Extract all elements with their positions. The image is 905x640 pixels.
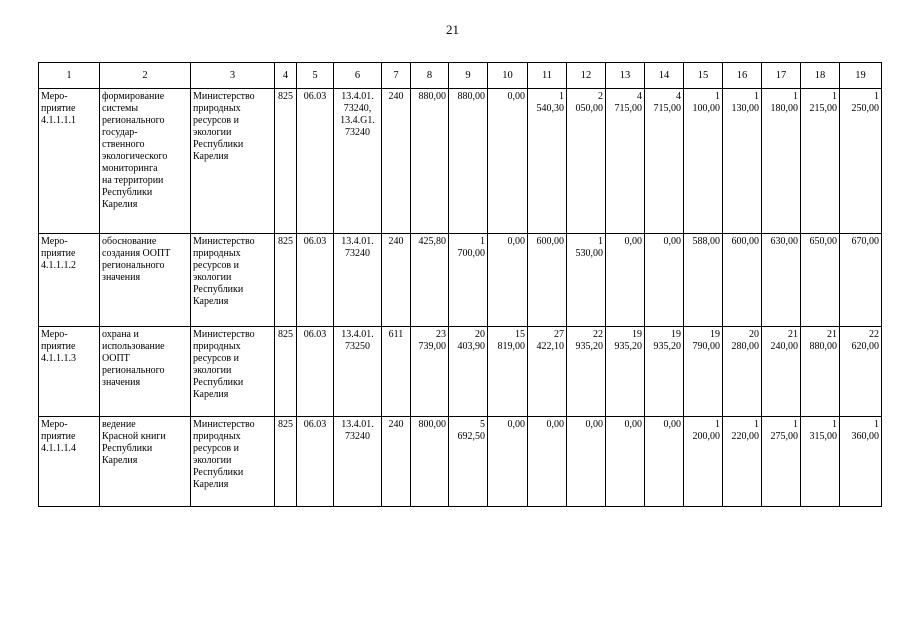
column-header: 11: [528, 63, 567, 89]
value-cell: 5 692,50: [449, 417, 488, 507]
column-header: 18: [801, 63, 840, 89]
value-cell: 1 220,00: [723, 417, 762, 507]
value-cell: 588,00: [684, 234, 723, 327]
measure-cell: Меро- приятие 4.1.1.1.4: [39, 417, 100, 507]
value-cell: 1 130,00: [723, 89, 762, 234]
value-cell: 19 935,20: [606, 327, 645, 417]
value-cell: 630,00: [762, 234, 801, 327]
value-cell: 880,00: [411, 89, 449, 234]
column-header: 17: [762, 63, 801, 89]
value-cell: 22 935,20: [567, 327, 606, 417]
value-cell: 21 240,00: [762, 327, 801, 417]
value-cell: 600,00: [723, 234, 762, 327]
column-header: 5: [297, 63, 334, 89]
measure-name-cell: обоснование создания ООПТ регионального значения: [100, 234, 191, 327]
value-cell: 650,00: [801, 234, 840, 327]
table-row: [39, 234, 882, 327]
code-cell: 825: [275, 234, 297, 327]
column-header: 19: [840, 63, 882, 89]
value-cell: 0,00: [528, 417, 567, 507]
executor-cell: Министерство природных ресурсов и экологии Республики Карелия: [191, 327, 275, 417]
executor-cell: Министерство природных ресурсов и экологии Республики Карелия: [191, 417, 275, 507]
value-cell: 800,00: [411, 417, 449, 507]
code-cell: 825: [275, 327, 297, 417]
measure-cell: Меро- приятие 4.1.1.1.3: [39, 327, 100, 417]
value-cell: 1 700,00: [449, 234, 488, 327]
measure-name-cell: формирование системы регионального государ- ственного экологического мониторинга на территории Республики Карелия: [100, 89, 191, 234]
value-cell: 4 715,00: [606, 89, 645, 234]
column-header: 8: [411, 63, 449, 89]
value-cell: 2 050,00: [567, 89, 606, 234]
value-cell: 1 530,00: [567, 234, 606, 327]
value-cell: 0,00: [488, 417, 528, 507]
value-cell: 15 819,00: [488, 327, 528, 417]
value-cell: 1 200,00: [684, 417, 723, 507]
executor-cell: Министерство природных ресурсов и экологии Республики Карелия: [191, 89, 275, 234]
program-table: [38, 62, 882, 507]
value-cell: 22 620,00: [840, 327, 882, 417]
value-cell: 670,00: [840, 234, 882, 327]
column-header: 13: [606, 63, 645, 89]
measure-name-cell: ведение Красной книги Республики Карелия: [100, 417, 191, 507]
value-cell: 27 422,10: [528, 327, 567, 417]
code-cell: 06.03: [297, 327, 334, 417]
value-cell: 20 403,90: [449, 327, 488, 417]
column-header: 10: [488, 63, 528, 89]
value-cell: 19 935,20: [645, 327, 684, 417]
code-cell: 825: [275, 417, 297, 507]
value-cell: 0,00: [645, 234, 684, 327]
value-cell: 1 275,00: [762, 417, 801, 507]
value-cell: 20 280,00: [723, 327, 762, 417]
measure-name-cell: охрана и использование ООПТ регионального значения: [100, 327, 191, 417]
column-header: 7: [382, 63, 411, 89]
column-header: 14: [645, 63, 684, 89]
value-cell: 1 360,00: [840, 417, 882, 507]
value-cell: 1 215,00: [801, 89, 840, 234]
value-cell: 1 180,00: [762, 89, 801, 234]
value-cell: 1 250,00: [840, 89, 882, 234]
executor-cell: Министерство природных ресурсов и экологии Республики Карелия: [191, 234, 275, 327]
column-header: 12: [567, 63, 606, 89]
measure-cell: Меро- приятие 4.1.1.1.2: [39, 234, 100, 327]
value-cell: 0,00: [488, 234, 528, 327]
value-cell: 19 790,00: [684, 327, 723, 417]
value-cell: 0,00: [645, 417, 684, 507]
table-row: [39, 89, 882, 234]
code-cell: 240: [382, 234, 411, 327]
code-cell: 13.4.01. 73240: [334, 234, 382, 327]
value-cell: 1 540,30: [528, 89, 567, 234]
value-cell: 880,00: [449, 89, 488, 234]
code-cell: 06.03: [297, 234, 334, 327]
value-cell: 0,00: [488, 89, 528, 234]
code-cell: 825: [275, 89, 297, 234]
column-header: 6: [334, 63, 382, 89]
column-header: 16: [723, 63, 762, 89]
code-cell: 13.4.01. 73240: [334, 417, 382, 507]
column-header: 9: [449, 63, 488, 89]
header-row: [39, 63, 882, 89]
code-cell: 13.4.01. 73250: [334, 327, 382, 417]
column-header: 3: [191, 63, 275, 89]
code-cell: 240: [382, 417, 411, 507]
value-cell: 0,00: [567, 417, 606, 507]
value-cell: 0,00: [606, 417, 645, 507]
value-cell: 1 100,00: [684, 89, 723, 234]
table-row: [39, 417, 882, 507]
table-row: [39, 327, 882, 417]
value-cell: 0,00: [606, 234, 645, 327]
code-cell: 06.03: [297, 417, 334, 507]
value-cell: 4 715,00: [645, 89, 684, 234]
value-cell: 600,00: [528, 234, 567, 327]
column-header: 2: [100, 63, 191, 89]
code-cell: 06.03: [297, 89, 334, 234]
value-cell: 23 739,00: [411, 327, 449, 417]
value-cell: 1 315,00: [801, 417, 840, 507]
value-cell: 21 880,00: [801, 327, 840, 417]
column-header: 1: [39, 63, 100, 89]
measure-cell: Меро- приятие 4.1.1.1.1: [39, 89, 100, 234]
column-header: 15: [684, 63, 723, 89]
page-number: 21: [446, 22, 459, 37]
code-cell: 13.4.01. 73240, 13.4.G1. 73240: [334, 89, 382, 234]
code-cell: 611: [382, 327, 411, 417]
value-cell: 425,80: [411, 234, 449, 327]
code-cell: 240: [382, 89, 411, 234]
column-header: 4: [275, 63, 297, 89]
